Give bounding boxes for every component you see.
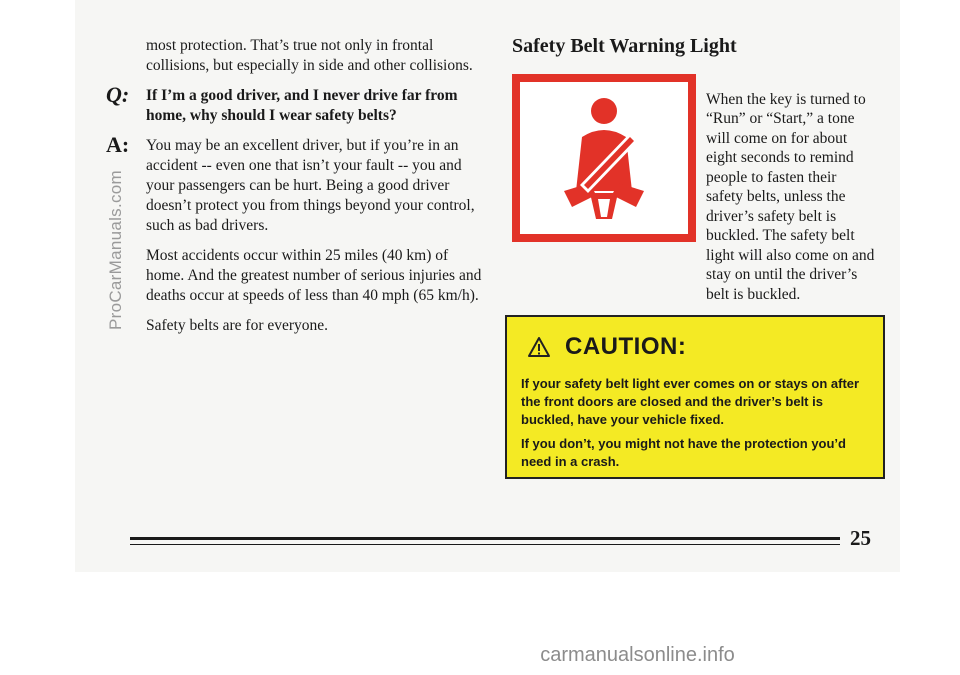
caution-text-1: If your safety belt light ever comes on or stays on after the front doors are closed and the driver’s belt is buckled, have your vehicle fixed. xyxy=(521,376,860,427)
answer-block xyxy=(106,132,486,236)
right-column xyxy=(512,34,884,303)
question-block xyxy=(106,82,486,126)
warning-light-illustration xyxy=(512,74,696,242)
everyone-paragraph: Safety belts are for everyone. xyxy=(146,317,329,334)
footer-rule-thick xyxy=(130,537,840,540)
side-watermark: ProCarManuals.com xyxy=(106,169,126,331)
caution-header xyxy=(527,333,869,361)
caution-box xyxy=(505,315,885,479)
answer-mark-label: A: xyxy=(106,132,130,157)
caution-title: CAUTION: xyxy=(565,333,687,360)
caution-text-2: If you don’t, you might not have the protection you’d need in a crash. xyxy=(521,436,846,469)
intro-paragraph: most protection. That’s true not only in frontal collisions, but especially in side and other collisions. xyxy=(146,37,473,74)
page-number: 25 xyxy=(850,526,871,550)
section-title: Safety Belt Warning Light xyxy=(512,35,737,57)
footer-rule-thin xyxy=(130,544,840,545)
warning-triangle-icon xyxy=(527,336,551,358)
warning-light-description: When the key is turned to “Run” or “Start,” a tone will come on for about eight seconds to remind people to fasten their safety belts, unless the driver’s safety belt is buckled. The safety belt light will also come on and stay on until the driver’s belt is buckled. xyxy=(706,90,875,303)
question-mark-label: Q: xyxy=(106,82,130,107)
answer-text: You may be an excellent driver, but if you’re in an accident -- even one that isn’t your fault -- you and your passengers can be hurt. Being a good driver doesn’t protect you from things beyond your control, such as bad drivers. xyxy=(146,137,475,234)
seatbelt-warning-icon xyxy=(544,93,664,223)
accidents-paragraph: Most accidents occur within 25 miles (40 km) of home. And the greatest number of serious injuries and deaths occur at speeds of less than 40 mph (65 km/h). xyxy=(146,247,482,304)
bottom-watermark: carmanualsonline.info xyxy=(540,644,735,666)
question-text: If I’m a good driver, and I never drive far from home, why should I wear safety belts? xyxy=(146,87,458,124)
